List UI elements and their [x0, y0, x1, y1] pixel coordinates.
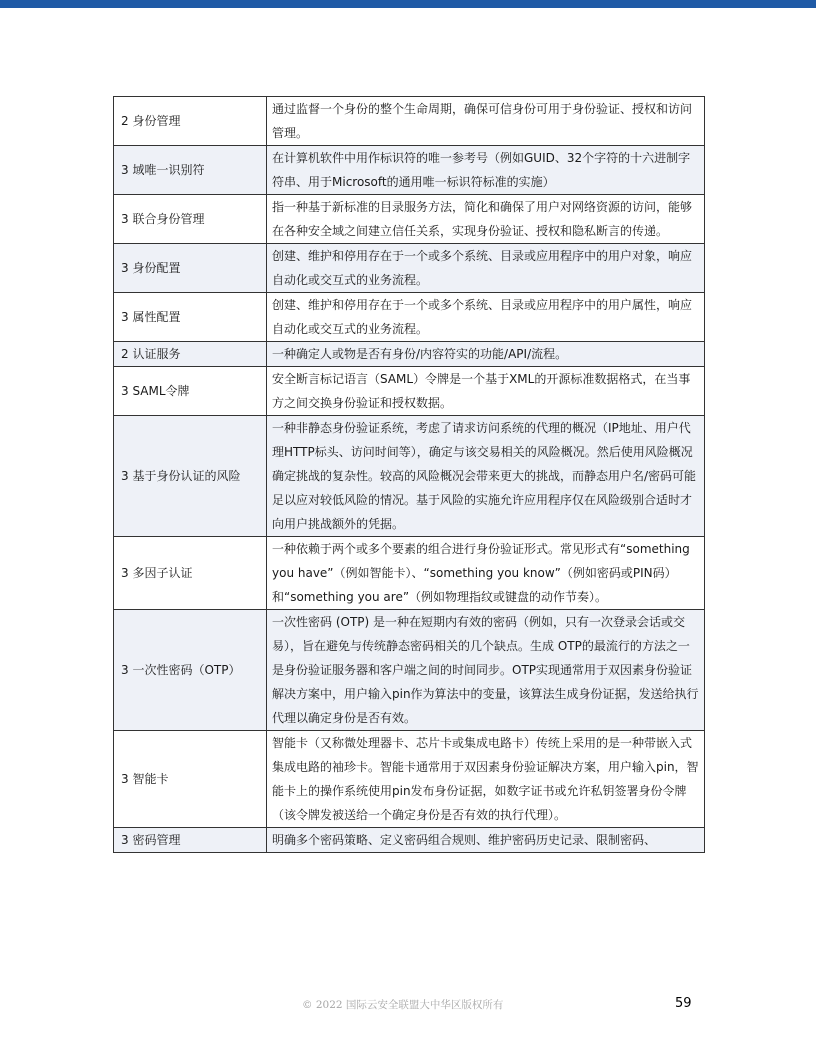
term-cell: 2 认证服务: [114, 342, 267, 367]
table-row: [114, 146, 705, 195]
term-cell: 3 SAML令牌: [114, 367, 267, 416]
term-cell: 3 多因子认证: [114, 537, 267, 610]
term-cell: 3 基于身份认证的风险: [114, 416, 267, 537]
table-row: [114, 537, 705, 610]
definition-cell: 安全断言标记语言（SAML）令牌是一个基于XML的开源标准数据格式，在当事方之间交换身份验证和授权数据。: [267, 367, 705, 416]
page-number: 59: [675, 996, 692, 1011]
table-row: [114, 342, 705, 367]
definition-cell: 指一种基于新标准的目录服务方法，简化和确保了用户对网络资源的访问，能够在各种安全域之间建立信任关系，实现身份验证、授权和隐私断言的传递。: [267, 195, 705, 244]
definition-cell: 一次性密码 (OTP) 是一种在短期内有效的密码（例如，只有一次登录会话或交易），旨在避免与传统静态密码相关的几个缺点。生成 OTP的最流行的方法之一是身份验证服务器和客户端之间的时间同步。OTP实现通常用于双因素身份验证解决方案中，用户输入pin作为算法中的变量，该算法生成身份证据，发送给执行代理以确定身份是否有效。: [267, 610, 705, 731]
term-cell: 2 身份管理: [114, 97, 267, 146]
table-row: [114, 244, 705, 293]
table-row: [114, 367, 705, 416]
term-cell: 3 密码管理: [114, 828, 267, 853]
term-cell: 3 联合身份管理: [114, 195, 267, 244]
definition-cell: 在计算机软件中用作标识符的唯一参考号（例如GUID、32个字符的十六进制字符串、用于Microsoft的通用唯一标识符标准的实施）: [267, 146, 705, 195]
term-cell: 3 域唯一识别符: [114, 146, 267, 195]
table-row: [114, 195, 705, 244]
header-bar: [0, 0, 816, 8]
definition-cell: 一种非静态身份验证系统，考虑了请求访问系统的代理的概况（IP地址、用户代理HTTP标头、访问时间等），确定与该交易相关的风险概况。然后使用风险概况确定挑战的复杂性。较高的风险概况会带来更大的挑战，而静态用户名/密码可能足以应对较低风险的情况。基于风险的实施允许应用程序仅在风险级别合适时才向用户挑战额外的凭据。: [267, 416, 705, 537]
table-row: [114, 293, 705, 342]
table-row: [114, 416, 705, 537]
term-cell: 3 一次性密码（OTP）: [114, 610, 267, 731]
table-row: [114, 828, 705, 853]
definition-cell: 明确多个密码策略、定义密码组合规则、维护密码历史记录、限制密码、: [267, 828, 705, 853]
term-cell: 3 智能卡: [114, 731, 267, 828]
definition-cell: 创建、维护和停用存在于一个或多个系统、目录或应用程序中的用户属性，响应自动化或交互式的业务流程。: [267, 293, 705, 342]
term-cell: 3 身份配置: [114, 244, 267, 293]
glossary-table: [113, 96, 705, 853]
definition-cell: 智能卡（又称微处理器卡、芯片卡或集成电路卡）传统上采用的是一种带嵌入式集成电路的袖珍卡。智能卡通常用于双因素身份验证解决方案，用户输入pin，智能卡上的操作系统使用pin发布身份证据，如数字证书或允许私钥签署身份令牌（该令牌发被送给一个确定身份是否有效的执行代理）。: [267, 731, 705, 828]
table-row: [114, 97, 705, 146]
footer-copyright: © 2022 国际云安全联盟大中华区版权所有: [302, 999, 504, 1011]
definition-cell: 一种确定人或物是否有身份/内容符实的功能/API/流程。: [267, 342, 705, 367]
table-row: [114, 610, 705, 731]
definition-cell: 一种依赖于两个或多个要素的组合进行身份验证形式。常见形式有“something you have”（例如智能卡）、“something you know”（例如密码或PIN码）和“something you are”（例如物理指纹或键盘的动作节奏）。: [267, 537, 705, 610]
table-row: [114, 731, 705, 828]
definition-cell: 通过监督一个身份的整个生命周期，确保可信身份可用于身份验证、授权和访问管理。: [267, 97, 705, 146]
definition-cell: 创建、维护和停用存在于一个或多个系统、目录或应用程序中的用户对象，响应自动化或交互式的业务流程。: [267, 244, 705, 293]
term-cell: 3 属性配置: [114, 293, 267, 342]
